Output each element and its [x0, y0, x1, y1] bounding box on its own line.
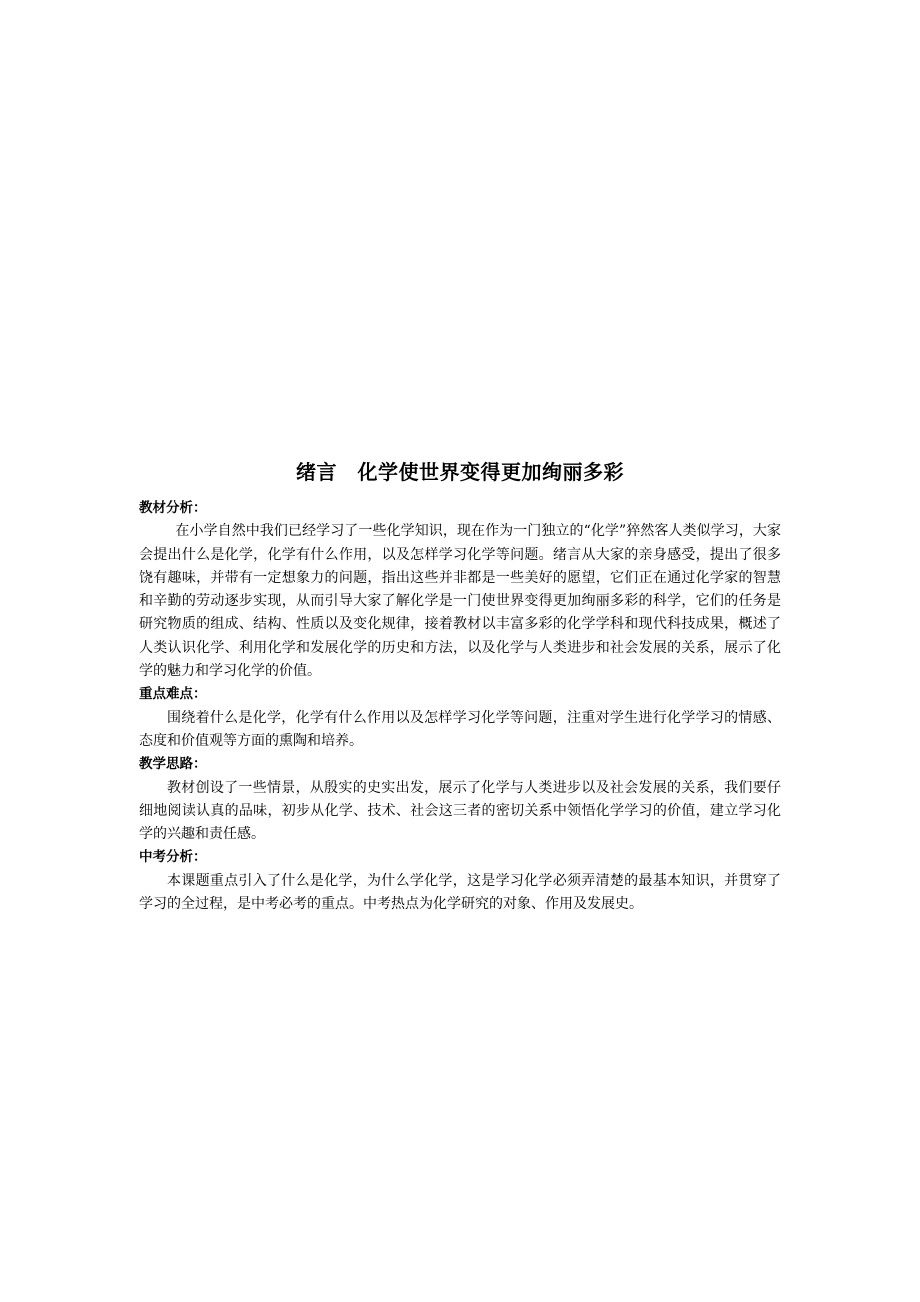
section-heading: 教学思路： — [139, 756, 207, 773]
section-heading: 中考分析： — [139, 849, 207, 866]
section-textbook-analysis — [139, 497, 781, 683]
document-body — [139, 497, 781, 916]
section-key-difficulties — [139, 683, 781, 753]
section-paragraph: 围绕着什么是化学，化学有什么作用以及怎样学习化学等问题，注重对学生进行化学学习的情感、态度和价值观等方面的熏陶和培养。 — [139, 709, 781, 749]
document-title: 绪言 化学使世界变得更加绚丽多彩 — [296, 460, 624, 484]
section-exam-analysis — [139, 846, 781, 916]
section-heading: 教材分析： — [139, 500, 207, 516]
section-teaching-approach — [139, 753, 781, 846]
section-paragraph: 在小学自然中我们已经学习了一些化学知识，现在作为一门独立的“化学”猝然客人类似学习，大家会提出什么是化学，化学有什么作用，以及怎样学习化学等问题。绪言从大家的亲身感受，提出了很多饶有趣味，并带有一定想象力的问题，指出这些并非都是一些美好的愿望，它们正在通过化学家的智慧和辛勤的劳动逐步实现，从而引导大家了解化学是一门使世界变得更加绚丽多彩的科学，它们的任务是研究物质的组成、结构、性质以及变化规律，接着教材以丰富多彩的化学学科和现代科技成果，概述了人类认识化学、利用化学和发展化学的历史和方法，以及化学与人类进步和社会发展的关系，展示了化学的魅力和学习化学的价值。 — [139, 523, 781, 680]
section-paragraph: 教材创设了一些情景，从殷实的史实出发，展示了化学与人类进步以及社会发展的关系，我们要仔细地阅读认真的品味，初步从化学、技术、社会这三者的密切关系中领悟化学学习的价值，建立学习化学的兴趣和责任感。 — [139, 779, 781, 843]
section-paragraph: 本课题重点引入了什么是化学，为什么学化学，这是学习化学必须弄清楚的最基本知识，并贯穿了学习的全过程，是中考必考的重点。中考热点为化学研究的对象、作用及发展史。 — [139, 872, 781, 913]
section-heading: 重点难点： — [139, 686, 207, 703]
